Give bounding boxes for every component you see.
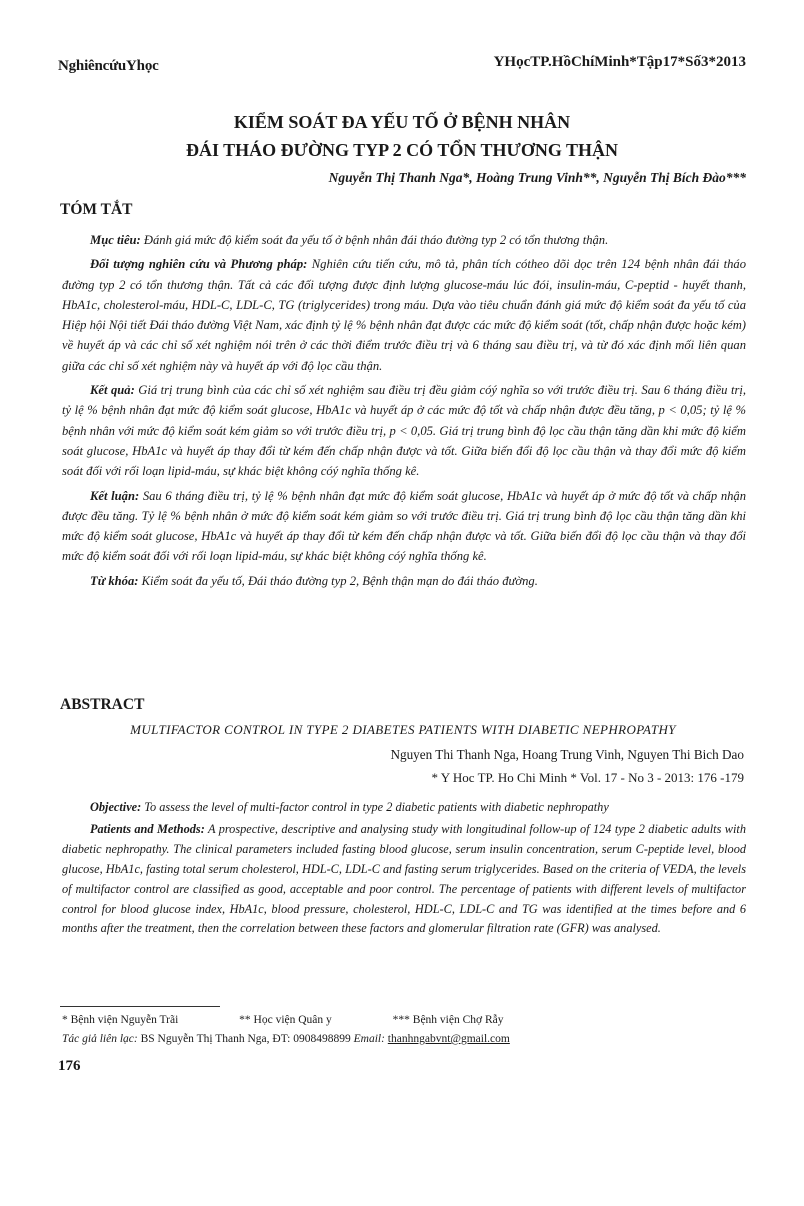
summary-keywords <box>62 571 746 591</box>
abstract-methods-label: Patients and Methods: <box>90 821 205 836</box>
abstract-methods <box>62 820 746 939</box>
footnote-divider <box>60 1006 220 1007</box>
abstract-objective-text: To assess the level of multi-factor control in type 2 diabetic patients with diabetic nephropathy <box>141 800 609 814</box>
email-link[interactable]: thanhngabvnt@gmail.com <box>387 1033 510 1045</box>
email-label: Email: <box>353 1033 388 1045</box>
affiliation-2: ** Học viện Quân y <box>239 1014 332 1026</box>
results-text: Giá trị trung bình của các chỉ số xét nghiệm sau điều trị đều giảm cóý nghĩa so với trước điều trị. Sau 6 tháng điều trị, tỷ lệ % bệnh nhân đạt mức độ kiểm soát glucose, HbA1c và huyết áp ở các mức độ tốt và chấp nhận được đều tăng, p < 0,05; tỷ lệ % bệnh nhân với mức độ kiểm soát kém giảm so với trước điều trị, p < 0,05. Giá trị trung bình độ lọc cầu thận tăng dần khi mức độ kiểm soát glucose, HbA1c và huyết áp thay đổi từ kém đến chấp nhận được và tốt. Giữa biến đổi độ lọc cầu thận và thay đổi mức độ kiểm soát đối với rối loạn lipid-máu, sự khác biệt không cóý nghĩa thống kê. <box>62 383 746 479</box>
contact-prefix: Tác giả liên lạc: <box>62 1033 141 1045</box>
summary-objective <box>62 230 746 250</box>
summary-results <box>62 380 746 481</box>
abstract-methods-text: A prospective, descriptive and analysing study with longitudinal follow-up of 124 type 2 diabetic adults with diabetic nephropathy. The clinical parameters included fasting blood glucose, serum insulin concentration, serum C-peptide level, blood glucose, HbA1c, fasting total serum cholesterol, HDL-C, LDL-C and fasting serum triglycerides. Based on the criteria of VEDA, the levels of multifactor control are classified as good, acceptable and poor control. The percentage of patients with different levels of multifactor control for blood glucose index, HbA1c, blood pressure, cholesterol, HDL-C, LDL-C and TG was identified at the times before and 6 months after the treatment, then the correlation between these factors and glomerular filtration rate (GFR) was analysed. <box>62 821 746 936</box>
title-line-2: ĐÁI THÁO ĐƯỜNG TYP 2 CÓ TỔN THƯƠNG THẬN <box>185 140 619 160</box>
corresponding-author <box>62 1033 510 1045</box>
conclusion-text: Sau 6 tháng điều trị, tỷ lệ % bệnh nhân đạt mức độ kiểm soát glucose, HbA1c và huyết áp ở mức độ tốt và chấp nhận được đều tăng. Tỷ lệ % bệnh nhân ở mức độ kiểm soát kém giảm so với trước điều trị. Giá trị trung bình độ lọc cầu thận tăng dần khi mức độ kiểm soát glucose, HbA1c và huyết áp thay đổi từ kém đến chấp nhận được và tốt. Giữa biến đổi độ lọc cầu thận và thay đổi mức độ kiểm soát đối với rối loạn lipid-máu, sự khác biệt không cóý nghĩa thống kê. <box>62 488 747 564</box>
article-title <box>60 108 744 164</box>
summary-body <box>62 230 746 595</box>
summary-methods <box>62 254 746 376</box>
page-number: 176 <box>58 1058 81 1074</box>
abstract-citation: * Y Hoc TP. Ho Chi Minh * Vol. 17 - No 3 - 2013: 176 -179 <box>431 770 744 785</box>
abstract-objective-label: Objective: <box>90 800 142 814</box>
abstract-title: MULTIFACTOR CONTROL IN TYPE 2 DIABETES PATIENTS WITH DIABETIC NEPHROPATHY <box>130 722 676 737</box>
objective-text: Đánh giá mức độ kiểm soát đa yếu tố ở bệnh nhân đái tháo đường typ 2 có tổn thương thận. <box>140 233 609 247</box>
methods-text: Nghiên cứu tiến cứu, mô tả, phân tích cótheo dõi dọc trên 124 bệnh nhân đái tháo đường typ 2 có tổn thương thận. Tất cả các đối tượng được định lượng glucose-máu lúc đói, insulin-máu, C-peptid - huyết thanh, HbA1c, cholesterol-máu, HDL-C, LDL-C, TG (triglycerides) trong máu. Dựa vào tiêu chuẩn đánh giá mức độ kiểm soát đa yếu tố của Hiệp hội Nội tiết Đái tháo đường Việt Nam, xác định tỷ lệ % bệnh nhân đạt được các mức độ kiểm soát (tốt, chấp nhận được hoặc kém) về huyết áp và các chỉ số xét nghiệm nói trên ở các thời điểm trước điều trị và 6 tháng sau điều trị, và từ đó xác định mối liên quan giữa các chỉ số xét nghiệm này và huyết áp với độ lọc cầu thận. <box>62 257 747 373</box>
summary-heading: TÓM TẮT <box>60 201 133 218</box>
methods-label: Đối tượng nghiên cứu và Phương pháp: <box>90 257 308 272</box>
abstract-authors: Nguyen Thi Thanh Nga, Hoang Trung Vinh, Nguyen Thi Bich Dao <box>390 747 744 762</box>
abstract-heading: ABSTRACT <box>60 696 145 713</box>
conclusion-label: Kết luận: <box>90 488 140 503</box>
journal-issue-header: YHọcTP.HồChíMinh*Tập17*Số3*2013 <box>493 54 746 70</box>
abstract-objective <box>62 798 746 818</box>
summary-conclusion <box>62 486 746 567</box>
results-label: Kết quả: <box>90 383 135 398</box>
affiliation-3: *** Bệnh viện Chợ Rẫy <box>392 1014 504 1026</box>
keywords-label: Từ khóa: <box>90 573 139 588</box>
keywords-text: Kiểm soát đa yếu tố, Đái tháo đường typ 2, Bệnh thận mạn do đái tháo đường. <box>138 573 538 588</box>
affiliation-1: * Bệnh viện Nguyễn Trãi <box>62 1014 179 1026</box>
contact-details: BS Nguyễn Thị Thanh Nga, ĐT: 0908498899 <box>140 1033 354 1045</box>
abstract-body <box>62 798 746 941</box>
affiliations <box>62 1014 562 1026</box>
objective-label: Mục tiêu: <box>90 233 141 247</box>
author-list: Nguyễn Thị Thanh Nga*, Hoàng Trung Vinh**, Nguyễn Thị Bích Đào*** <box>328 170 746 185</box>
title-line-1: KIỂM SOÁT ĐA YẾU TỐ Ở BỆNH NHÂN <box>233 112 571 132</box>
journal-section-header: NghiêncứuYhọc <box>58 58 159 74</box>
